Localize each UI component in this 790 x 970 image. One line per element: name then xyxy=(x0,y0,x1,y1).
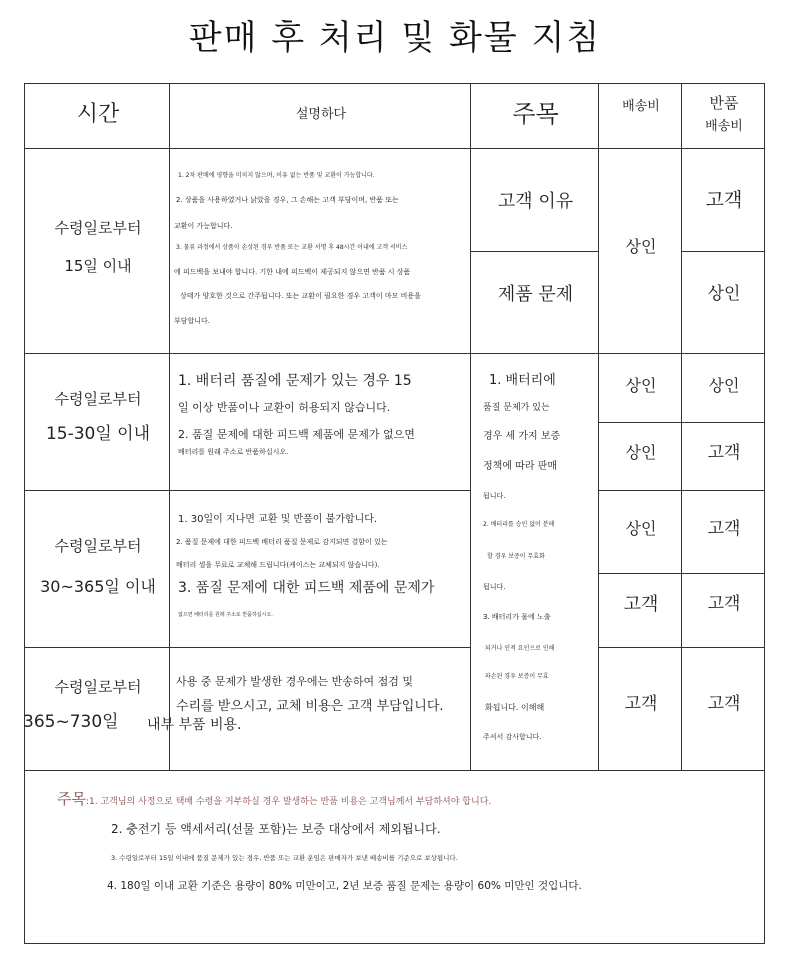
merged-note-line: 화됩니다. 이해해 xyxy=(485,703,545,712)
row1-desc-line: 에 피드백을 보내야 합니다. 기한 내에 피드백이 제공되지 않으면 반품 시 상품 xyxy=(174,268,411,276)
row3-ret-a-cell xyxy=(681,490,765,574)
footer-line-1-text: :1. 고객님의 사정으로 택배 수령을 거부하실 경우 발생하는 반품 비용은 고객님께서 부담하셔야 합니다. xyxy=(85,797,492,807)
row3-ret-b-cell xyxy=(681,573,765,648)
row1-shipping: 상인 xyxy=(625,237,657,256)
footer-line-4: 4. 180일 이내 교환 기준은 용량이 80% 미만이고, 2년 보증 품질 문제는 용량이 60% 미만인 것입니다. xyxy=(107,880,582,892)
row1-desc-line: 교환이 가능합니다. xyxy=(174,222,233,230)
merged-note-line: 됩니다. xyxy=(483,583,506,591)
row3-ret-b: 고객 xyxy=(707,594,741,614)
merged-note-line: 할 경우 보증이 무효화 xyxy=(487,553,545,560)
row3-desc-line: 없으면 배터리를 원래 주소로 반품하십시오. xyxy=(178,612,273,618)
row4-desc-cell xyxy=(169,647,471,771)
row2-ret-b-cell xyxy=(681,422,765,491)
row3-time-2: 30~365일 이내 xyxy=(40,577,156,596)
row2-ret-b: 고객 xyxy=(707,443,741,463)
row2-ship-a: 상인 xyxy=(625,376,657,395)
row4-desc-line: 수리를 받으시고, 교체 비용은 고객 부담입니다. xyxy=(176,699,444,714)
row3-time-cell xyxy=(24,490,170,648)
merged-note-line: 경우 세 가지 보증 xyxy=(483,431,561,442)
row1-desc-line: 3. 물류 과정에서 상품이 손상된 경우 반품 또는 교환 서명 후 48시간 이내에 고객 서비스 xyxy=(176,244,408,251)
row2-desc-cell xyxy=(169,353,471,491)
row3-desc-line: 배터리 셀을 무료로 교체해 드립니다(케이스는 교체되지 않습니다). xyxy=(176,561,380,569)
row1-desc-cell xyxy=(169,148,471,354)
merged-note-line: 정책에 따라 판매 xyxy=(483,461,557,472)
row4-time-1: 수령일로부터 xyxy=(54,678,142,696)
row1-reason-product-cell xyxy=(470,251,599,354)
row4-shipping-cell xyxy=(598,647,682,771)
row3-ret-a: 고객 xyxy=(707,519,741,539)
header-desc: 설명하다 xyxy=(295,107,347,122)
merged-note-line: 2. 배터리를 승인 없이 분해 xyxy=(483,521,555,528)
row1-time-1: 수령일로부터 xyxy=(54,219,142,237)
row3-ship-a-cell xyxy=(598,490,682,574)
row4-shipping: 고객 xyxy=(624,694,658,714)
row1-reason-customer: 고객 이유 xyxy=(497,191,574,212)
row4-return: 고객 xyxy=(707,694,741,714)
row3-desc-line: 3. 품질 문제에 대한 피드백 제품에 문제가 xyxy=(178,580,435,596)
row1-shipping-cell xyxy=(598,148,682,354)
row1-reason-customer-cell xyxy=(470,148,599,252)
row4-time-2: 365~730일 xyxy=(23,712,119,732)
row2-ret-a-cell xyxy=(681,353,765,423)
row1-desc-line: 1. 2차 판매에 영향을 미치지 않으며, 이유 없는 반품 및 교환이 가능합니다. xyxy=(178,172,375,179)
row3-desc-line: 2. 품질 문제에 대한 피드백 배터리 품질 문제로 감지되면 결함이 있는 xyxy=(176,538,388,546)
row2-ret-a: 상인 xyxy=(708,376,740,395)
row2-desc-line: 2. 품질 문제에 대한 피드백 제품에 문제가 없으면 xyxy=(178,428,415,441)
merged-note-cell xyxy=(470,353,599,771)
footer-line-3: 3. 수령일로부터 15일 이내에 품질 문제가 있는 경우, 반품 또는 교환 운임은 판매자가 보낸 배송비를 기준으로 보상됩니다. xyxy=(111,854,458,862)
header-time: 시간 xyxy=(76,102,120,127)
row2-ship-a-cell xyxy=(598,353,682,423)
page-title: 판매 후 처리 및 화물 지침 xyxy=(188,18,602,58)
merged-note-line: 파손된 경우 보증이 무효 xyxy=(485,673,549,680)
row4-return-cell xyxy=(681,647,765,771)
row1-return-product: 상인 xyxy=(707,284,741,304)
header-shipping-cell xyxy=(598,83,682,149)
row3-desc-cell xyxy=(169,490,471,648)
row2-time-cell xyxy=(24,353,170,491)
row3-ship-b: 고객 xyxy=(623,594,659,615)
header-return-2: 배송비 xyxy=(705,119,743,134)
merged-note-line: 3. 배터리가 물에 노출 xyxy=(483,613,551,621)
header-shipping: 배송비 xyxy=(622,99,660,114)
row1-time-cell xyxy=(24,148,170,354)
merged-note-line: 되거나 인적 요인으로 인해 xyxy=(485,645,555,652)
row1-desc-line: 상태가 양호한 것으로 간주됩니다. 또는 교환이 필요한 경우 고객이 마모 비용을 xyxy=(180,292,421,300)
row1-desc-line: 2. 상품을 사용하였거나 낡았을 경우, 그 손해는 고객 부담이며, 반품 또는 xyxy=(176,196,399,204)
row1-return-customer: 고객 xyxy=(705,189,743,211)
row2-desc-line: 1. 배터리 품질에 문제가 있는 경우 15 xyxy=(178,373,412,389)
row1-return-product-cell xyxy=(681,251,765,354)
header-note: 주목 xyxy=(512,100,559,128)
row2-desc-line: 일 이상 반품이나 교환이 허용되지 않습니다. xyxy=(178,401,391,414)
row3-desc-line: 1. 30일이 지나면 교환 및 반품이 불가합니다. xyxy=(178,514,378,525)
footer-notes-cell xyxy=(24,770,765,944)
row3-time-1: 수령일로부터 xyxy=(54,537,142,555)
merged-note-line: 품질 문제가 있는 xyxy=(483,403,550,413)
row2-ship-b-cell xyxy=(598,422,682,491)
row2-time-1: 수령일로부터 xyxy=(54,390,142,408)
row1-time-2: 15일 이내 xyxy=(64,257,132,275)
row4-time-cell xyxy=(24,647,170,771)
row3-ship-a: 상인 xyxy=(625,519,657,538)
row2-time-2: 15-30일 이내 xyxy=(45,424,151,444)
row2-ship-b: 상인 xyxy=(625,443,657,462)
row1-reason-product: 제품 문제 xyxy=(497,284,574,305)
header-note-cell xyxy=(470,83,599,149)
footer-note-label: 주목 xyxy=(57,790,86,808)
merged-note-line: 주셔서 감사합니다. xyxy=(483,733,542,741)
header-return-cell xyxy=(681,83,765,149)
header-desc-cell xyxy=(169,83,471,149)
row3-ship-b-cell xyxy=(598,573,682,648)
header-return-1: 반품 xyxy=(709,94,739,112)
merged-note-line: 1. 배터리에 xyxy=(489,373,556,388)
row4-desc-line: 사용 중 문제가 발생한 경우에는 반송하여 점검 및 xyxy=(176,675,413,688)
footer-line-1 xyxy=(57,791,491,807)
header-time-cell xyxy=(24,83,170,149)
footer-line-2: 2. 충전기 등 액세서리(선물 포함)는 보증 대상에서 제외됩니다. xyxy=(111,822,441,836)
row4-desc-line: 내부 부품 비용. xyxy=(147,717,242,733)
row1-return-customer-cell xyxy=(681,148,765,252)
row1-desc-line: 부담합니다. xyxy=(174,317,211,325)
merged-note-line: 됩니다. xyxy=(483,492,506,500)
row2-desc-line: 배터리를 원래 주소로 반품하십시오. xyxy=(178,448,289,456)
